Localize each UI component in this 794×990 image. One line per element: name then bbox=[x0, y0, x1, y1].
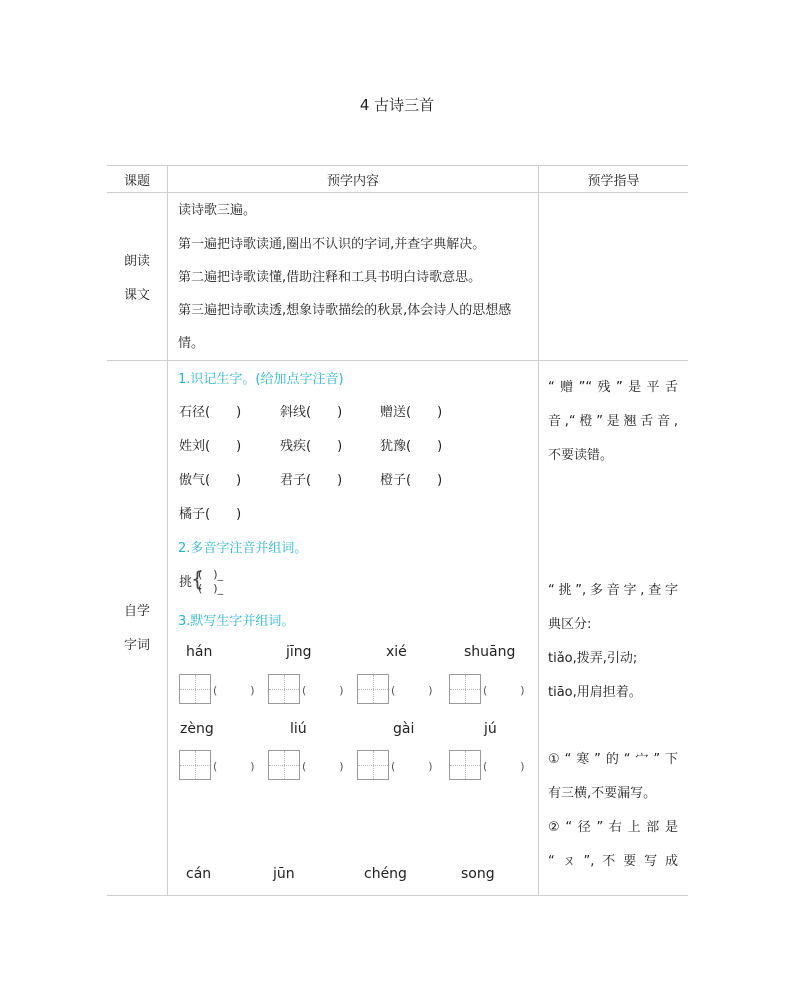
answer-paren: ( ) bbox=[213, 684, 255, 697]
column-divider-1 bbox=[167, 165, 168, 896]
header-topic: 课题 bbox=[123, 174, 150, 189]
guide-line: 典区分: bbox=[548, 617, 592, 632]
polyphone-char: 挑 bbox=[179, 575, 193, 590]
table-bottom-border bbox=[107, 895, 688, 896]
pinyin-xie: xié bbox=[386, 644, 407, 660]
word-youyu: 犹豫( ) bbox=[380, 439, 443, 454]
writing-box[interactable] bbox=[179, 674, 211, 704]
section1-title: 1.识记生字。(给加点字注音) bbox=[178, 372, 344, 387]
page-title: 4 古诗三首 bbox=[359, 96, 435, 114]
pinyin-song: song bbox=[461, 866, 495, 882]
guide-writing bbox=[548, 743, 678, 879]
word-xiexian: 斜线( ) bbox=[280, 405, 343, 420]
header-content: 预学内容 bbox=[326, 174, 379, 189]
word-canji: 残疾( ) bbox=[280, 439, 343, 454]
guide-line: 有三横,不要漏写。 bbox=[548, 786, 657, 801]
pinyin-han: hán bbox=[186, 644, 213, 660]
row1-label-line1: 朗读 bbox=[123, 254, 150, 269]
section2-title: 2.多音字注音并组词。 bbox=[178, 541, 308, 556]
answer-paren: ( ) bbox=[391, 684, 433, 697]
guide-line: ①“寒”的“宀”下 bbox=[548, 752, 678, 767]
guide-line: “ㄡ”,不要写成 bbox=[548, 854, 678, 869]
column-divider-2 bbox=[538, 165, 539, 896]
guide-line: ②“径”右上部是 bbox=[548, 820, 678, 835]
answer-paren: ( ) bbox=[302, 684, 344, 697]
answer-paren: ( ) bbox=[213, 760, 255, 773]
pinyin-ju: jú bbox=[484, 721, 497, 737]
guide-line: 音,“橙”是翘舌音, bbox=[548, 414, 678, 429]
table-top-border bbox=[107, 165, 688, 166]
answer-paren: ( ) bbox=[483, 760, 525, 773]
writing-box[interactable] bbox=[268, 674, 300, 704]
word-shijing: 石径( ) bbox=[179, 405, 242, 420]
word-aoqi: 傲气( ) bbox=[179, 473, 242, 488]
word-chengzi: 橙子( ) bbox=[380, 473, 443, 488]
writing-box[interactable] bbox=[357, 674, 389, 704]
answer-paren: ( ) bbox=[483, 684, 525, 697]
answer-paren: ( ) bbox=[302, 760, 344, 773]
polyphone-brace: { bbox=[191, 567, 204, 591]
guide-line: tiāo,用肩担着。 bbox=[548, 685, 642, 700]
word-xingliu: 姓刘( ) bbox=[179, 439, 242, 454]
pinyin-shuang: shuāng bbox=[464, 644, 516, 660]
writing-box[interactable] bbox=[449, 750, 481, 780]
writing-box[interactable] bbox=[357, 750, 389, 780]
pinyin-zeng: zèng bbox=[180, 721, 214, 737]
section3-title: 3.默写生字并组词。 bbox=[178, 614, 295, 629]
guide-line: tiǎo,拨弄,引动; bbox=[548, 651, 638, 666]
guide-polyphone bbox=[548, 574, 678, 710]
guide-line: 不要读错。 bbox=[548, 448, 614, 463]
writing-box[interactable] bbox=[268, 750, 300, 780]
guide-line: “挑”,多音字,查字 bbox=[548, 583, 678, 598]
row2-label-line2: 字词 bbox=[123, 638, 150, 653]
read-step-3: 第三遍把诗歌读透,想象诗歌描绘的秋景,体会诗人的思想感 bbox=[178, 303, 512, 318]
writing-box[interactable] bbox=[179, 750, 211, 780]
word-zengsong: 赠送( ) bbox=[380, 405, 443, 420]
read-step-4: 情。 bbox=[178, 336, 205, 351]
guide-pronunciation bbox=[548, 371, 678, 473]
word-junzi: 君子( ) bbox=[280, 473, 343, 488]
writing-box[interactable] bbox=[449, 674, 481, 704]
pinyin-cheng: chéng bbox=[364, 866, 407, 882]
polyphone-line1: ( )_ bbox=[198, 568, 224, 581]
row2-label-line1: 自学 bbox=[123, 604, 150, 619]
header-guide: 预学指导 bbox=[587, 174, 640, 189]
pinyin-gai: gài bbox=[393, 721, 415, 737]
pinyin-jing: jīng bbox=[286, 644, 312, 660]
pinyin-can: cán bbox=[186, 866, 212, 882]
pinyin-liu: liú bbox=[290, 721, 307, 737]
polyphone-line2: ( )_ bbox=[198, 582, 224, 595]
read-step-1: 第一遍把诗歌读通,圈出不认识的字词,并查字典解决。 bbox=[178, 237, 486, 252]
read-step-0: 读诗歌三遍。 bbox=[178, 203, 257, 218]
guide-line: “赠”“残”是平舌 bbox=[548, 380, 678, 395]
pinyin-jun: jūn bbox=[273, 866, 295, 882]
read-step-2: 第二遍把诗歌读懂,借助注释和工具书明白诗歌意思。 bbox=[178, 270, 482, 285]
answer-paren: ( ) bbox=[391, 760, 433, 773]
header-bottom-border bbox=[107, 192, 688, 193]
row1-label-line2: 课文 bbox=[123, 288, 150, 303]
row1-bottom-border bbox=[107, 360, 688, 361]
word-juzi: 橘子( ) bbox=[179, 507, 242, 522]
